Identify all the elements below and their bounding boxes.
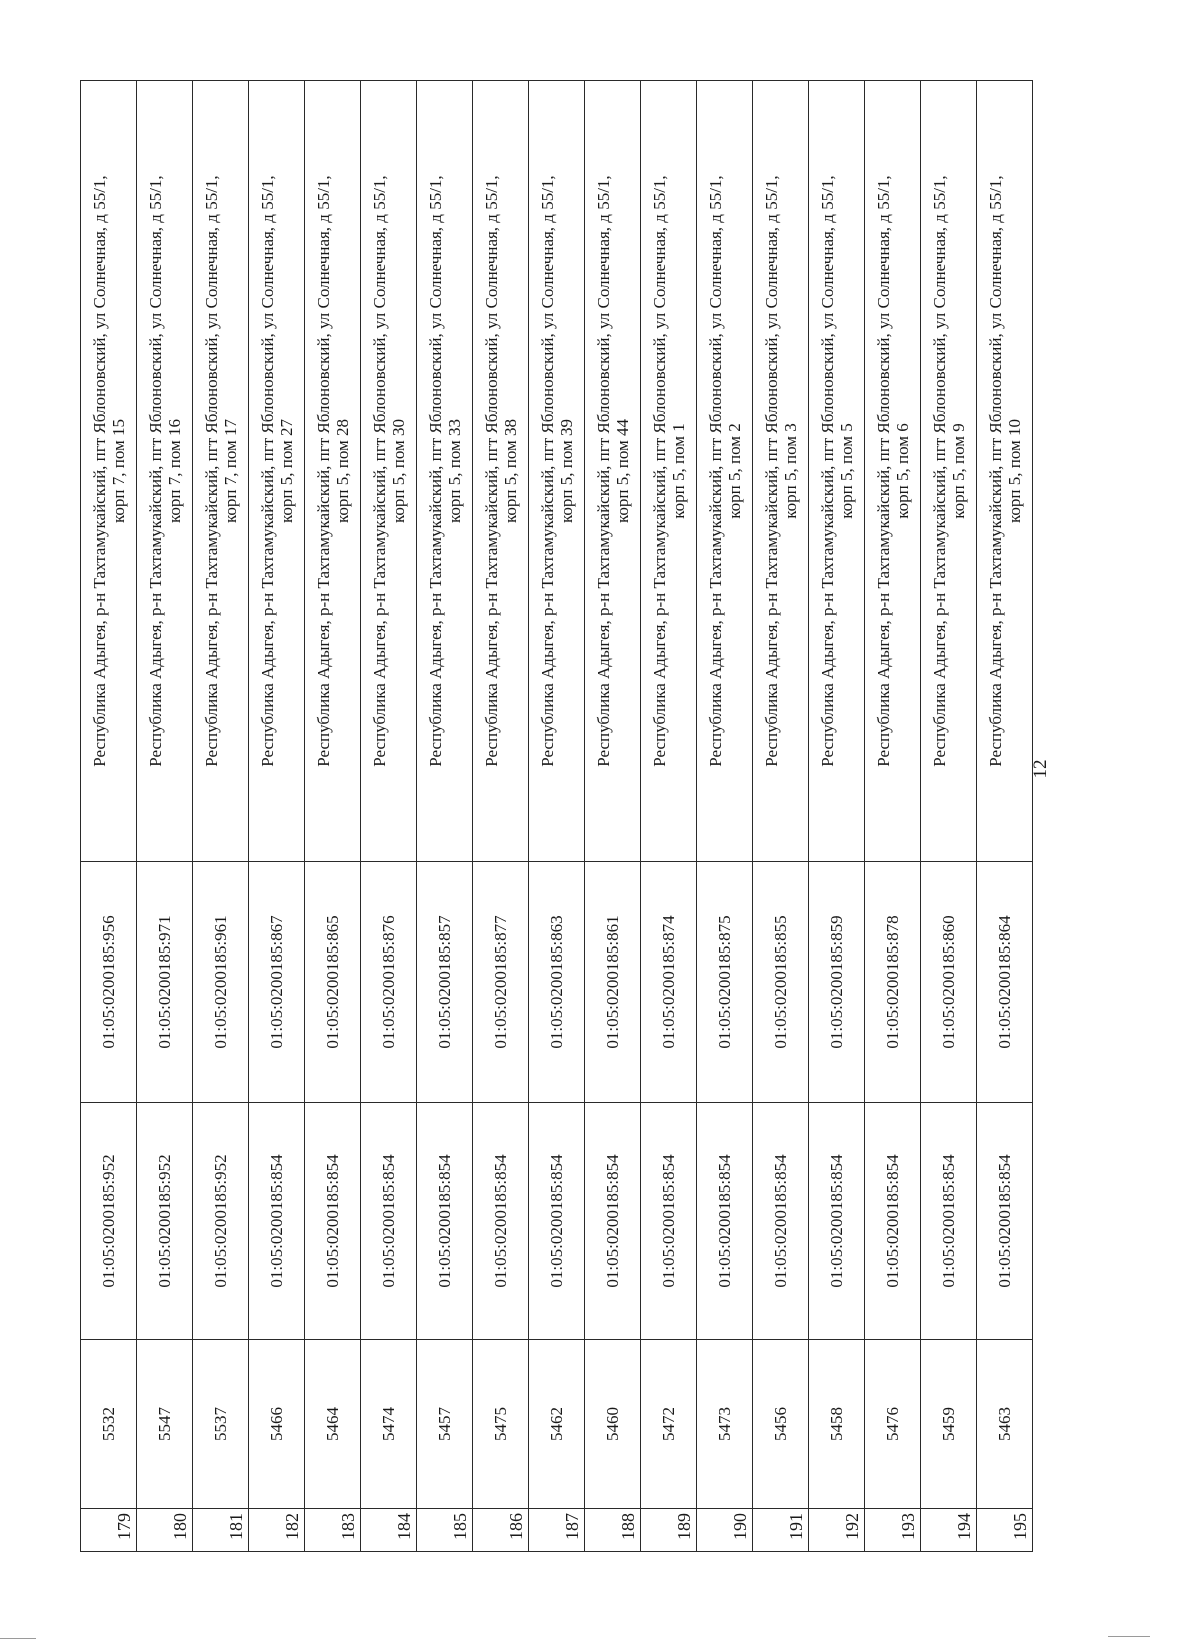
- address-cell: [697, 81, 753, 862]
- table-row: [585, 81, 641, 1552]
- address-line-2: корп 5, пом 39: [556, 418, 576, 524]
- address-line-2: корп 5, пом 33: [444, 418, 464, 524]
- address-line-1: Республика Адыгея, р-н Тахтамукайский, пгт Яблоновский, ул Солнечная, д 55/1,: [313, 175, 333, 767]
- address-cell: [193, 81, 249, 862]
- cadastral-number: 01:05:0200185:876: [361, 862, 417, 1103]
- address-cell: [361, 81, 417, 862]
- address-line-2: корп 5, пом 10: [1004, 418, 1024, 524]
- row-number: 189: [641, 1509, 697, 1552]
- table-row: [137, 81, 193, 1552]
- object-code: 5460: [585, 1340, 641, 1509]
- table-row: [977, 81, 1033, 1552]
- address-line-2: корп 5, пом 38: [500, 418, 520, 524]
- address-cell: [753, 81, 809, 862]
- address-line-2: корп 5, пом 5: [836, 423, 856, 519]
- object-code: 5457: [417, 1340, 473, 1509]
- address-cell: [249, 81, 305, 862]
- table-row: [249, 81, 305, 1552]
- address-line-1: Республика Адыгея, р-н Тахтамукайский, пгт Яблоновский, ул Солнечная, д 55/1,: [425, 175, 445, 767]
- parent-cadastral-number: 01:05:0200185:952: [193, 1103, 249, 1340]
- row-number: 181: [193, 1509, 249, 1552]
- address-cell: [417, 81, 473, 862]
- parent-cadastral-number: 01:05:0200185:854: [641, 1103, 697, 1340]
- cadastral-number: 01:05:0200185:859: [809, 862, 865, 1103]
- address-line-2: корп 7, пом 16: [164, 418, 184, 524]
- address-line-1: Республика Адыгея, р-н Тахтамукайский, пгт Яблоновский, ул Солнечная, д 55/1,: [873, 175, 893, 767]
- object-code: 5532: [81, 1340, 137, 1509]
- object-code: 5537: [193, 1340, 249, 1509]
- address-line-2: корп 5, пом 44: [612, 418, 632, 524]
- row-number: 192: [809, 1509, 865, 1552]
- address-line-2: корп 5, пом 2: [724, 423, 744, 519]
- property-table: [80, 80, 1033, 1552]
- address-line-1: Республика Адыгея, р-н Тахтамукайский, пгт Яблоновский, ул Солнечная, д 55/1,: [257, 175, 277, 767]
- parent-cadastral-number: 01:05:0200185:854: [529, 1103, 585, 1340]
- table-row: [193, 81, 249, 1552]
- table-row: [417, 81, 473, 1552]
- parent-cadastral-number: 01:05:0200185:952: [81, 1103, 137, 1340]
- address-line-1: Республика Адыгея, р-н Тахтамукайский, пгт Яблоновский, ул Солнечная, д 55/1,: [817, 175, 837, 767]
- parent-cadastral-number: 01:05:0200185:854: [473, 1103, 529, 1340]
- address-cell: [81, 81, 137, 862]
- row-number: 195: [977, 1509, 1033, 1552]
- address-cell: [865, 81, 921, 862]
- cadastral-number: 01:05:0200185:961: [193, 862, 249, 1103]
- object-code: 5456: [753, 1340, 809, 1509]
- cadastral-number: 01:05:0200185:878: [865, 862, 921, 1103]
- parent-cadastral-number: 01:05:0200185:854: [249, 1103, 305, 1340]
- page-number: 12: [1030, 759, 1051, 779]
- row-number: 187: [529, 1509, 585, 1552]
- address-cell: [529, 81, 585, 862]
- address-line-2: корп 7, пом 15: [108, 418, 128, 524]
- cadastral-number: 01:05:0200185:971: [137, 862, 193, 1103]
- parent-cadastral-number: 01:05:0200185:854: [809, 1103, 865, 1340]
- cadastral-number: 01:05:0200185:863: [529, 862, 585, 1103]
- address-line-1: Республика Адыгея, р-н Тахтамукайский, пгт Яблоновский, ул Солнечная, д 55/1,: [145, 175, 165, 767]
- parent-cadastral-number: 01:05:0200185:854: [753, 1103, 809, 1340]
- table-row: [641, 81, 697, 1552]
- cadastral-number: 01:05:0200185:867: [249, 862, 305, 1103]
- address-line-2: корп 5, пом 9: [948, 423, 968, 519]
- row-number: 191: [753, 1509, 809, 1552]
- address-line-1: Республика Адыгея, р-н Тахтамукайский, пгт Яблоновский, ул Солнечная, д 55/1,: [649, 175, 669, 767]
- table-row: [753, 81, 809, 1552]
- row-number: 185: [417, 1509, 473, 1552]
- address-line-1: Республика Адыгея, р-н Тахтамукайский, пгт Яблоновский, ул Солнечная, д 55/1,: [481, 175, 501, 767]
- address-line-1: Республика Адыгея, р-н Тахтамукайский, пгт Яблоновский, ул Солнечная, д 55/1,: [89, 175, 109, 767]
- table-body: [81, 81, 1033, 1552]
- object-code: 5466: [249, 1340, 305, 1509]
- parent-cadastral-number: 01:05:0200185:854: [585, 1103, 641, 1340]
- table-row: [865, 81, 921, 1552]
- address-cell: [977, 81, 1033, 862]
- cadastral-number: 01:05:0200185:857: [417, 862, 473, 1103]
- row-number: 186: [473, 1509, 529, 1552]
- row-number: 183: [305, 1509, 361, 1552]
- cadastral-number: 01:05:0200185:875: [697, 862, 753, 1103]
- cadastral-number: 01:05:0200185:864: [977, 862, 1033, 1103]
- parent-cadastral-number: 01:05:0200185:952: [137, 1103, 193, 1340]
- rotated-table-container: [80, 80, 1030, 1552]
- row-number: 182: [249, 1509, 305, 1552]
- parent-cadastral-number: 01:05:0200185:854: [361, 1103, 417, 1340]
- address-cell: [921, 81, 977, 862]
- cadastral-number: 01:05:0200185:860: [921, 862, 977, 1103]
- row-number: 184: [361, 1509, 417, 1552]
- object-code: 5464: [305, 1340, 361, 1509]
- object-code: 5475: [473, 1340, 529, 1509]
- object-code: 5459: [921, 1340, 977, 1509]
- table-row: [305, 81, 361, 1552]
- cadastral-number: 01:05:0200185:855: [753, 862, 809, 1103]
- address-line-2: корп 5, пом 3: [780, 423, 800, 519]
- row-number: 180: [137, 1509, 193, 1552]
- table-row: [921, 81, 977, 1552]
- parent-cadastral-number: 01:05:0200185:854: [977, 1103, 1033, 1340]
- parent-cadastral-number: 01:05:0200185:854: [697, 1103, 753, 1340]
- row-number: 179: [81, 1509, 137, 1552]
- address-line-1: Республика Адыгея, р-н Тахтамукайский, пгт Яблоновский, ул Солнечная, д 55/1,: [201, 175, 221, 767]
- address-cell: [305, 81, 361, 862]
- row-number: 194: [921, 1509, 977, 1552]
- table-row: [697, 81, 753, 1552]
- address-cell: [809, 81, 865, 862]
- table-row: [81, 81, 137, 1552]
- address-line-1: Республика Адыгея, р-н Тахтамукайский, пгт Яблоновский, ул Солнечная, д 55/1,: [369, 175, 389, 767]
- parent-cadastral-number: 01:05:0200185:854: [305, 1103, 361, 1340]
- address-line-2: корп 5, пом 28: [332, 418, 352, 524]
- parent-cadastral-number: 01:05:0200185:854: [921, 1103, 977, 1340]
- address-line-2: корп 7, пом 17: [220, 418, 240, 524]
- parent-cadastral-number: 01:05:0200185:854: [865, 1103, 921, 1340]
- object-code: 5463: [977, 1340, 1033, 1509]
- scan-mark: [0, 1638, 36, 1639]
- object-code: 5476: [865, 1340, 921, 1509]
- row-number: 193: [865, 1509, 921, 1552]
- object-code: 5458: [809, 1340, 865, 1509]
- scan-mark: [1108, 1636, 1150, 1637]
- row-number: 190: [697, 1509, 753, 1552]
- address-line-2: корп 5, пом 6: [892, 423, 912, 519]
- address-cell: [137, 81, 193, 862]
- address-line-1: Республика Адыгея, р-н Тахтамукайский, пгт Яблоновский, ул Солнечная, д 55/1,: [537, 175, 557, 767]
- cadastral-number: 01:05:0200185:874: [641, 862, 697, 1103]
- table-row: [361, 81, 417, 1552]
- object-code: 5473: [697, 1340, 753, 1509]
- object-code: 5474: [361, 1340, 417, 1509]
- cadastral-number: 01:05:0200185:865: [305, 862, 361, 1103]
- object-code: 5462: [529, 1340, 585, 1509]
- parent-cadastral-number: 01:05:0200185:854: [417, 1103, 473, 1340]
- address-cell: [641, 81, 697, 862]
- table-row: [473, 81, 529, 1552]
- address-line-1: Республика Адыгея, р-н Тахтамукайский, пгт Яблоновский, ул Солнечная, д 55/1,: [929, 175, 949, 767]
- object-code: 5472: [641, 1340, 697, 1509]
- cadastral-number: 01:05:0200185:861: [585, 862, 641, 1103]
- table-row: [529, 81, 585, 1552]
- row-number: 188: [585, 1509, 641, 1552]
- address-line-2: корп 5, пом 27: [276, 418, 296, 524]
- address-line-1: Республика Адыгея, р-н Тахтамукайский, пгт Яблоновский, ул Солнечная, д 55/1,: [761, 175, 781, 767]
- address-line-1: Республика Адыгея, р-н Тахтамукайский, пгт Яблоновский, ул Солнечная, д 55/1,: [985, 175, 1005, 767]
- table-row: [809, 81, 865, 1552]
- cadastral-number: 01:05:0200185:877: [473, 862, 529, 1103]
- cadastral-number: 01:05:0200185:956: [81, 862, 137, 1103]
- object-code: 5547: [137, 1340, 193, 1509]
- address-line-2: корп 5, пом 30: [388, 418, 408, 524]
- address-cell: [585, 81, 641, 862]
- address-cell: [473, 81, 529, 862]
- address-line-1: Республика Адыгея, р-н Тахтамукайский, пгт Яблоновский, ул Солнечная, д 55/1,: [705, 175, 725, 767]
- address-line-2: корп 5, пом 1: [668, 423, 688, 519]
- address-line-1: Республика Адыгея, р-н Тахтамукайский, пгт Яблоновский, ул Солнечная, д 55/1,: [593, 175, 613, 767]
